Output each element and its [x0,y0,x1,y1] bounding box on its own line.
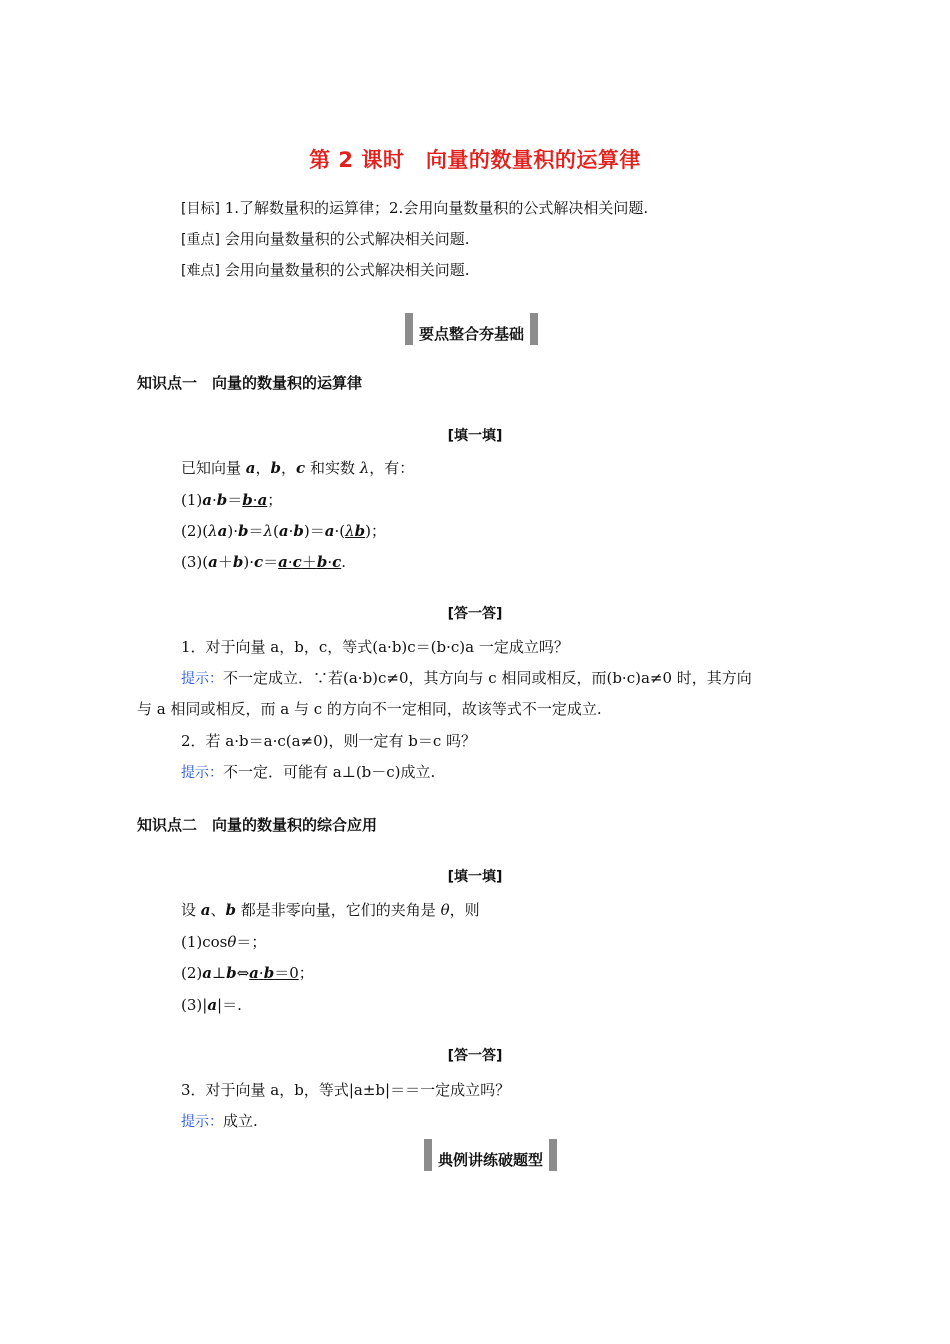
answer-2 [181,762,435,783]
knowledge-point-2-heading: 知识点二 向量的数量积的综合应用 [137,816,378,834]
difficulty-tag: [难点] [181,263,220,279]
banner-text: 典例讲练破题型 [438,1150,544,1169]
focus-line [181,229,469,250]
kp2-item-1: (1)cosθ＝； [181,933,267,951]
question-1: 1．对于向量 a，b，c，等式(a·b)c＝(b·c)a 一定成立吗？ [181,638,569,656]
goal-text: 1.了解数量积的运算律；2.会用向量数量积的公式解决相关问题. [219,199,649,217]
fill-heading-2: [填一填] [447,869,503,885]
answer-1-line-1 [181,668,752,689]
kp2-item-3: (3)|a|＝. [181,996,242,1014]
answer-2-text: 不一定．可能有 a⊥(b－c)成立. [223,763,436,781]
banner-bar-right [530,313,538,345]
banner-bar-right [549,1139,557,1171]
answer-1-line-2: 与 a 相同或相反，而 a 与 c 的方向不一定相同，故该等式不一定成立. [137,700,602,718]
focus-tag: [重点] [181,232,220,248]
law-scalar: (2)(λa)·b＝λ(a·b)＝a·(λb)； [181,522,386,540]
difficulty-line [181,260,469,281]
law-commutative: (1)a·b＝b·a； [181,491,283,509]
answer-1-text: 不一定成立．∵若(a·b)c≠0，其方向与 c 相同或相反，而(b·c)a≠0 时，其方向 [223,669,752,687]
page-title: 第 2 课时 向量的数量积的运算律 [309,148,641,172]
law-distributive: (3)(a＋b)·c＝a·c＋b·c. [181,553,347,571]
hint-label: 提示： [181,671,223,687]
answer-3 [181,1111,258,1132]
knowledge-point-1-heading: 知识点一 向量的数量积的运算律 [137,374,363,392]
fill-heading-1: [填一填] [447,428,503,444]
kp2-item-2: (2)a⊥b⇔a·b＝0； [181,964,314,982]
goal-tag: [目标] [181,201,220,217]
question-3: 3．对于向量 a，b，等式|a±b|＝＝一定成立吗？ [181,1081,511,1099]
focus-text: 会用向量数量积的公式解决相关问题. [219,230,470,248]
banner-bar-left [424,1139,432,1171]
banner-text: 要点整合夯基础 [419,324,525,343]
kp1-intro: 已知向量 a，b，c 和实数 λ，有： [181,459,415,477]
hint-label: 提示： [181,1114,223,1130]
banner-bar-left [405,313,413,345]
hint-label: 提示： [181,765,223,781]
question-2: 2．若 a·b＝a·c(a≠0)，则一定有 b＝c 吗？ [181,732,477,750]
answer-3-text: 成立. [223,1112,258,1130]
section-banner-examples [424,1138,557,1172]
difficulty-text: 会用向量数量积的公式解决相关问题. [219,261,470,279]
kp2-intro: 设 a、b 都是非零向量，它们的夹角是 θ，则 [181,901,480,919]
answer-heading-2: [答一答] [447,1048,503,1064]
answer-heading-1: [答一答] [447,606,503,622]
goal-line [181,198,648,219]
section-banner-basics [405,312,538,346]
